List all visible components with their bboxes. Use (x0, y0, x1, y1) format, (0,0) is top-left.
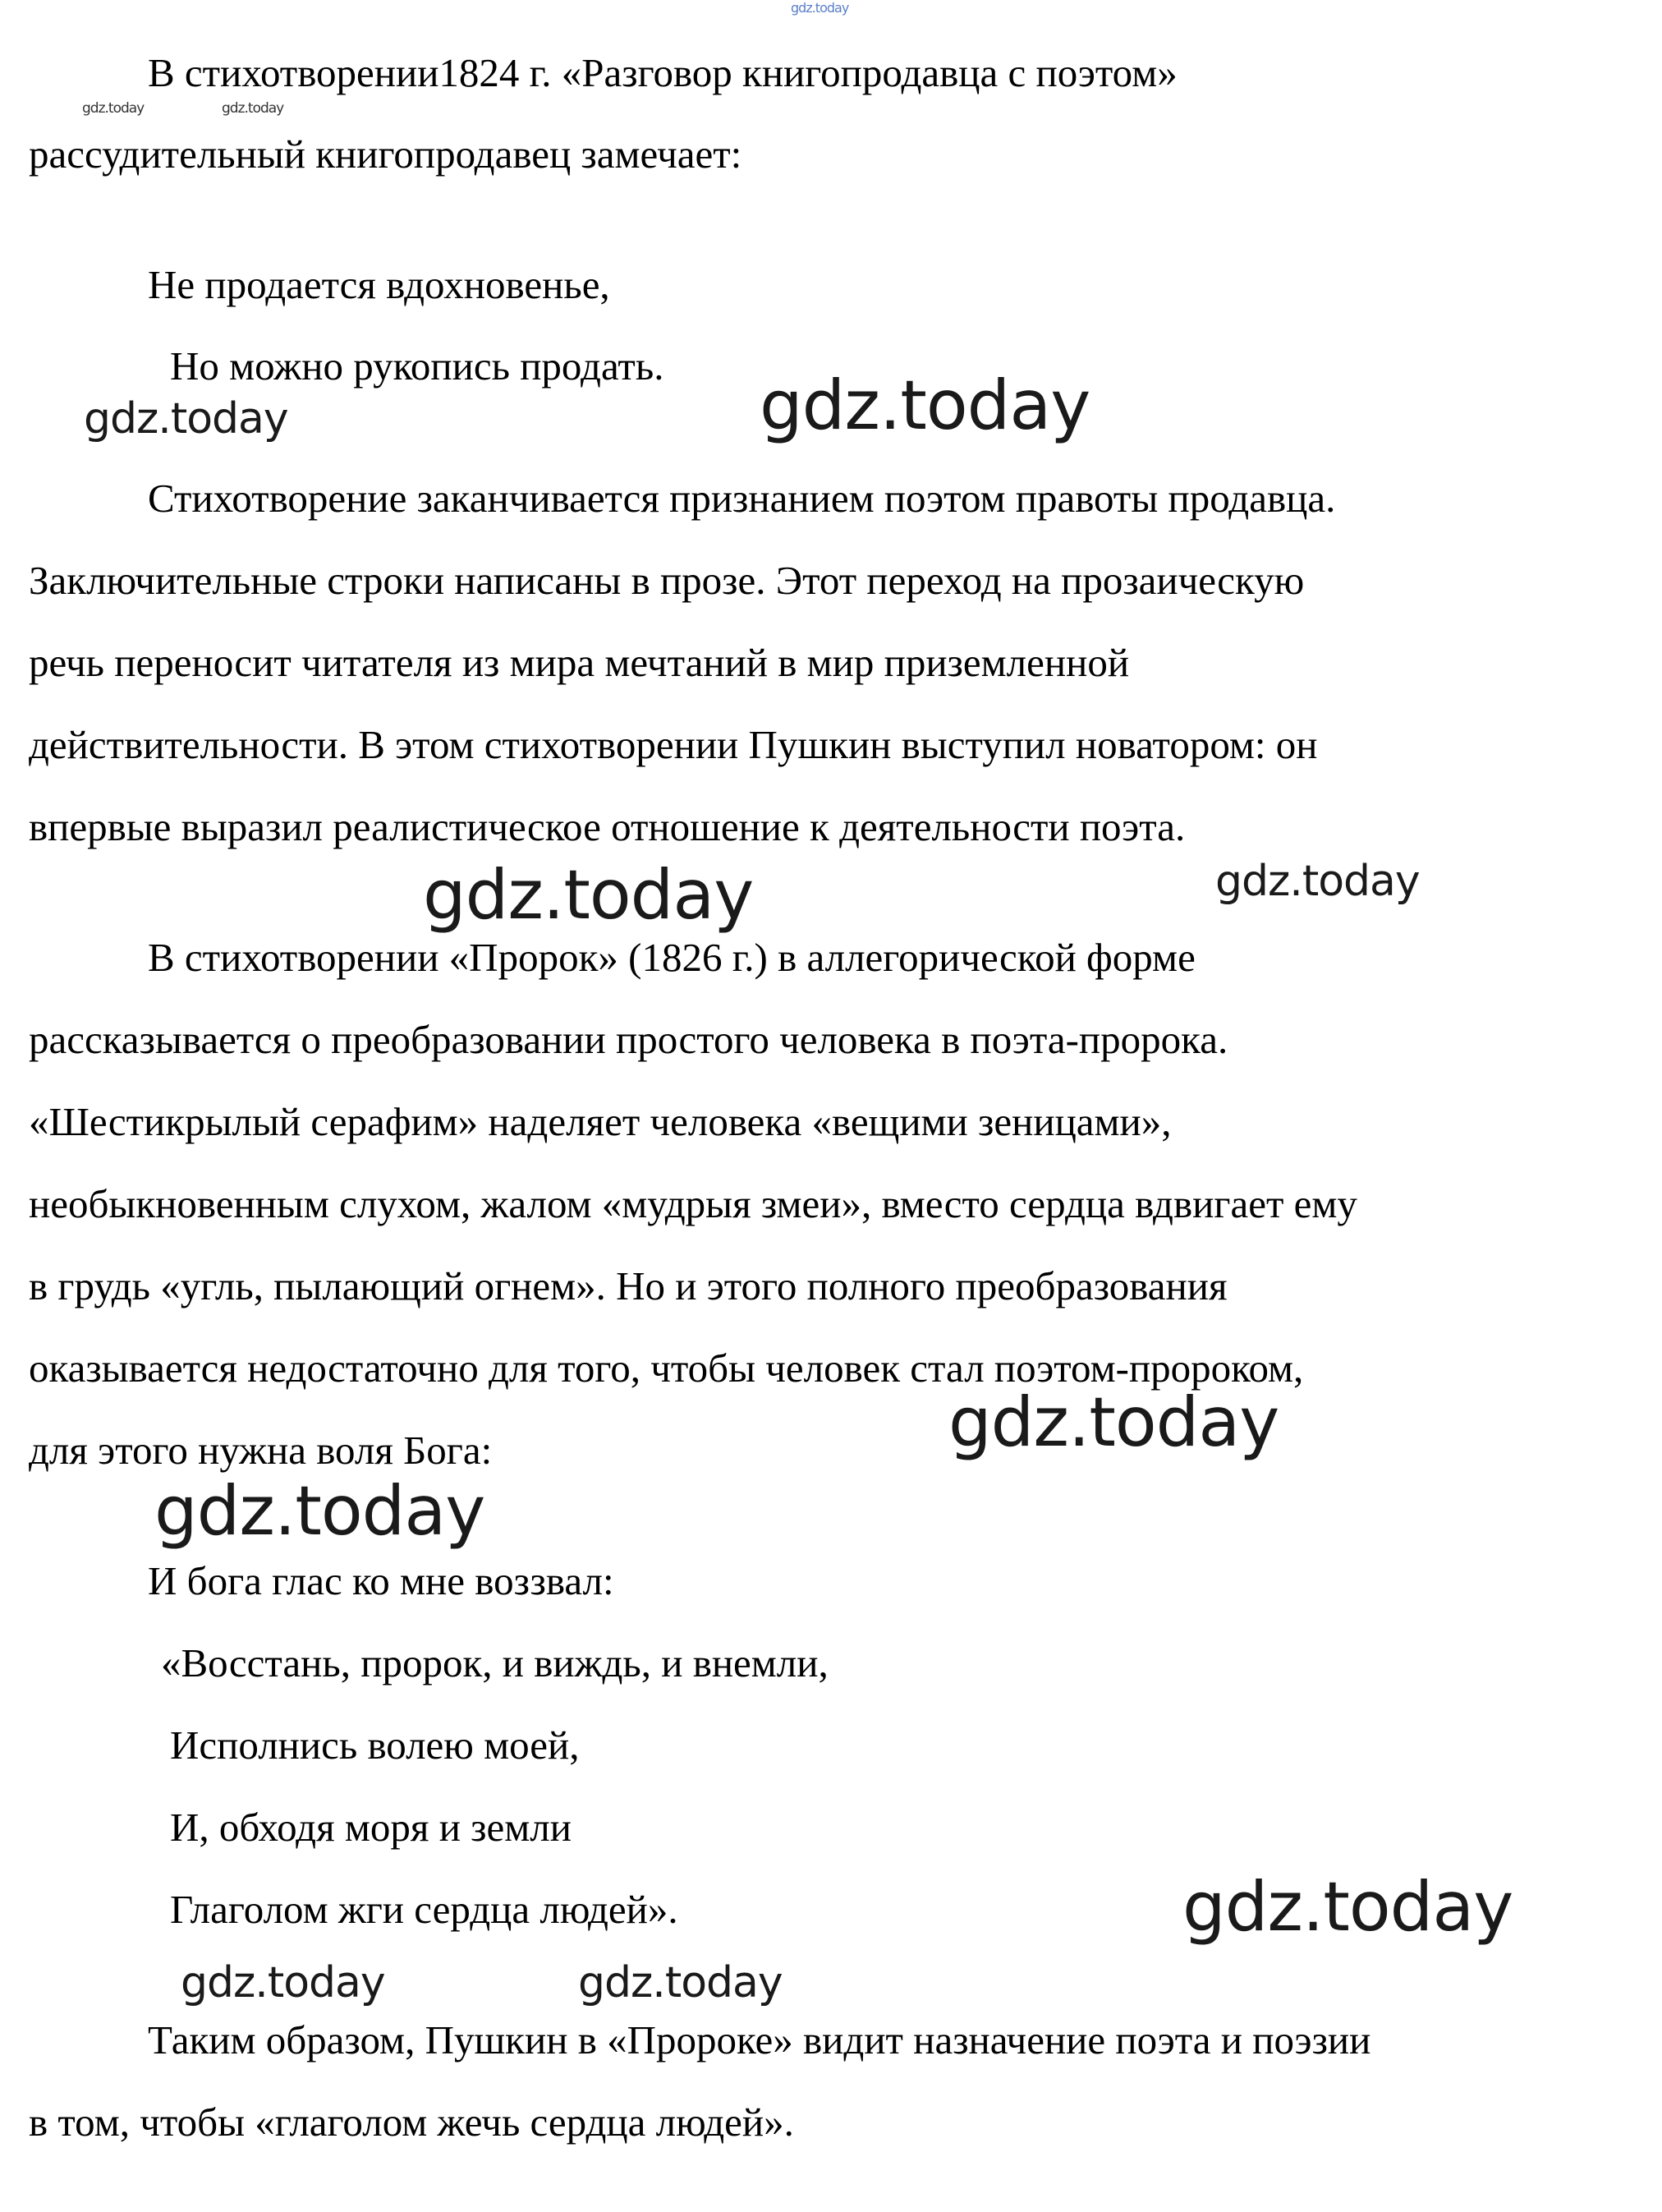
text-line: речь переносит читателя из мира мечтаний в мир приземленной (29, 640, 1130, 685)
text-line: действительности. В этом стихотворении Пушкин выступил новатором: он (29, 722, 1318, 767)
watermark: gdz.today (1182, 1867, 1513, 1947)
text-line: в грудь «угль, пылающий огнем». Но и этого полного преобразования (29, 1263, 1228, 1308)
verse-line: И, обходя моря и земли (170, 1805, 572, 1850)
text-line: в том, чтобы «глаголом жечь сердца людей». (29, 2099, 794, 2145)
text-line: В стихотворении «Пророк» (1826 г.) в аллегорической форме (148, 935, 1196, 980)
watermark: gdz.today (222, 100, 284, 117)
watermark: gdz.today (1215, 857, 1420, 906)
watermark: gdz.today (578, 1958, 783, 2007)
text-line: Заключительные строки написаны в прозе. Этот переход на прозаическую (29, 558, 1305, 603)
watermark: gdz.today (423, 855, 754, 935)
watermark: gdz.today (181, 1958, 385, 2007)
verse-line: Не продается вдохновенье, (148, 262, 610, 307)
verse-line: Но можно рукопись продать. (170, 343, 664, 389)
watermark: gdz.today (791, 0, 849, 16)
text-line: рассказывается о преобразовании простого человека в поэта-пророка. (29, 1017, 1228, 1062)
watermark: gdz.today (948, 1382, 1279, 1462)
text-line: рассудительный книгопродавец замечает: (29, 131, 742, 177)
watermark: gdz.today (82, 100, 145, 117)
verse-line: Исполнись волею моей, (170, 1722, 580, 1768)
text-line: впервые выразил реалистическое отношение к деятельности поэта. (29, 804, 1186, 849)
text-line: Таким образом, Пушкин в «Пророке» видит назначение поэта и поэзии (148, 2017, 1371, 2063)
verse-line: Глаголом жги сердца людей». (170, 1887, 678, 1932)
watermark: gdz.today (84, 394, 288, 444)
verse-line: И бога глас ко мне воззвал: (148, 1558, 614, 1603)
text-line: В стихотворении1824 г. «Разговор книгопродавца с поэтом» (148, 50, 1178, 95)
watermark: gdz.today (154, 1471, 485, 1551)
text-line: «Шестикрылый серафим» наделяет человека «вещими зеницами», (29, 1099, 1172, 1144)
text-line: Стихотворение заканчивается признанием поэтом правоты продавца. (148, 476, 1336, 521)
text-line: для этого нужна воля Бога: (29, 1428, 493, 1473)
verse-line: «Восстань, пророк, и виждь, и внемли, (161, 1640, 829, 1685)
text-line: необыкновенным слухом, жалом «мудрыя змеи», вместо сердца вдвигает ему (29, 1181, 1357, 1226)
watermark: gdz.today (760, 366, 1090, 445)
text-line: оказывается недостаточно для того, чтобы человек стал поэтом-пророком, (29, 1345, 1304, 1391)
